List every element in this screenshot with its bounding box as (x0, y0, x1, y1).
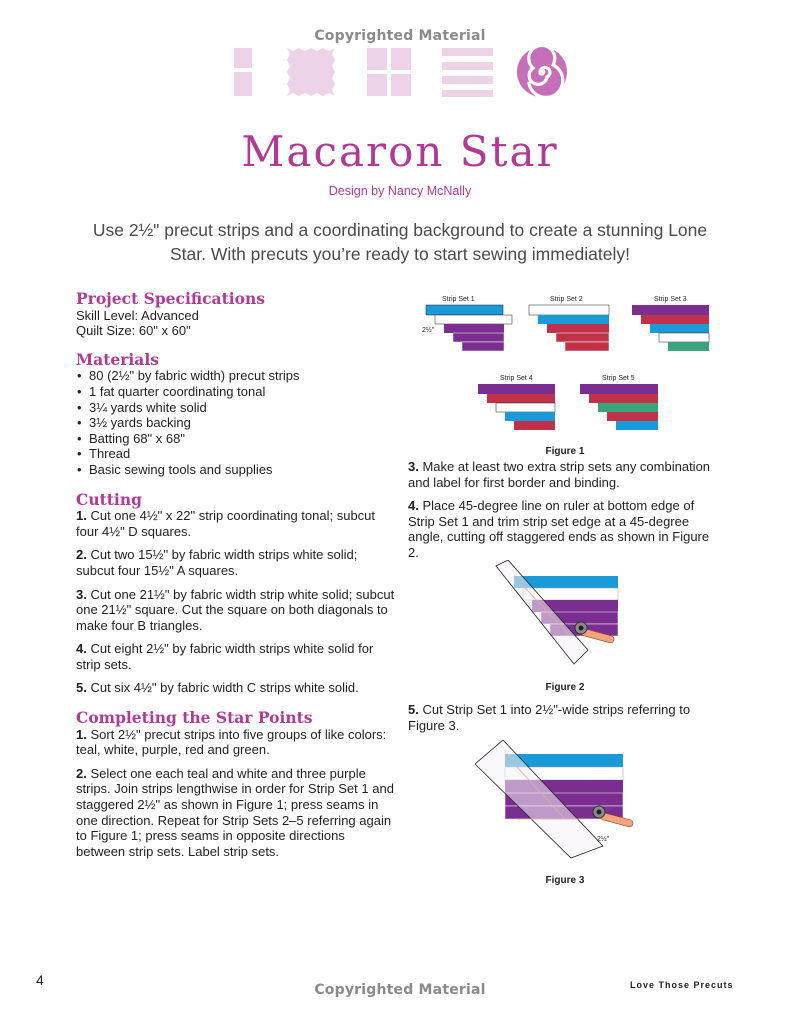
left-column (76, 291, 396, 867)
measure-label: 2½" (597, 836, 610, 843)
strip-set-label: Strip Set 1 (442, 296, 475, 303)
header-icons (230, 46, 575, 102)
strip-set-label: Strip Set 4 (500, 375, 533, 382)
list-item: • Thread (76, 446, 396, 462)
instruction-step: 2. Select one each teal and white and three purple strips. Join strips lengthwise in order for Strip Set 1 and staggered 2½" as shown in Figure 1; press seams in one direction. Repeat for Strip Sets 2–5 referring again to Figure 1; press seams in opposite directions between strip sets. Label strip sets. (76, 765, 394, 859)
watermark-top: Copyrighted Material (314, 28, 486, 44)
page-number: 4 (36, 972, 44, 988)
strip-set-1 (422, 296, 512, 351)
cutting-heading: Cutting (76, 489, 142, 509)
right-column-bottom (408, 702, 718, 741)
list-item: • 3½ yards backing (76, 415, 396, 431)
strip-set-3 (632, 296, 709, 351)
list-item: • 1 fat quarter coordinating tonal (76, 384, 396, 400)
materials-heading: Materials (76, 349, 159, 369)
strip-set-5 (580, 375, 658, 430)
stripes-icon (442, 48, 493, 97)
cutting-step: 3. Cut one 21½" by fabric width strip white solid; subcut one 21½" square. Cut the square on both diagonals to make four B triangles. (76, 586, 395, 633)
cutting-step: 1. Cut one 4½" x 22" strip coordinating tonal; subcut four 4½" D squares. (76, 508, 376, 539)
cutting-step: 2. Cut two 15½" by fabric width strips white solid; subcut four 15½" A squares. (76, 547, 358, 578)
list-item: • 3¼ yards white solid (76, 400, 396, 416)
figure-3 (475, 740, 640, 865)
instruction-step: 1. Sort 2½" precut strips into five groups of like colors: teal, white, purple, red and green. (76, 726, 387, 758)
intro-text: Use 2½" precut strips and a coordinating background to create a stunning Lone Star. With precuts you’re ready to start sewing immediately! (92, 220, 708, 264)
watermark-bottom: Copyrighted Material (314, 982, 486, 998)
instruction-step: 5. Cut Strip Set 1 into 2½"-wide strips referring to Figure 3. (408, 702, 691, 733)
specs-heading: Project Specifications (76, 289, 265, 308)
materials-list (76, 368, 396, 477)
quilt-size: Quilt Size: 60" x 60" (76, 323, 191, 339)
four-patch-icon (367, 48, 411, 96)
cutting-step: 5. Cut six 4½" by fabric width C strips white solid. (76, 680, 359, 696)
figure-1-caption: Figure 1 (545, 446, 585, 457)
list-item: • Basic sewing tools and supplies (76, 462, 396, 478)
strip-set-4 (478, 375, 555, 430)
skill-level: Skill Level: Advanced (76, 307, 199, 323)
instruction-step: 4. Place 45-degree line on ruler at bottom edge of Strip Set 1 and trim strip set edge at a 45-degree angle, cutting off staggered ends as shown in Figure 2. (408, 498, 710, 560)
cutting-step: 4. Cut eight 2½" by fabric width strips white solid for strip sets. (76, 641, 374, 672)
pinked-square-icon (287, 48, 335, 96)
figure-2-caption: Figure 2 (545, 682, 585, 693)
right-column-top (408, 459, 718, 569)
spiral-icon (517, 46, 567, 97)
strip-set-label: Strip Set 3 (654, 296, 687, 303)
instruction-step: 3. Make at least two extra strip sets any combination and label for first border and binding. (408, 459, 711, 490)
strip-set-2 (529, 296, 609, 351)
designer-byline: Design by Nancy McNally (328, 184, 472, 198)
strip-set-label: Strip Set 2 (550, 296, 583, 303)
book-title: Love Those Precuts (630, 980, 734, 990)
figure-3-caption: Figure 3 (545, 875, 585, 886)
figure-2 (478, 560, 628, 670)
strip-set-label: Strip Set 5 (602, 375, 635, 382)
measure-label: 2½" (422, 327, 435, 334)
figure-1 (412, 290, 712, 435)
strip-block-icon (234, 48, 252, 96)
page-title: Macaron Star (241, 127, 559, 176)
star-points-heading: Completing the Star Points (76, 708, 313, 728)
list-item: • 80 (2½" by fabric width) precut strips (76, 368, 396, 384)
list-item: • Batting 68" x 68" (76, 431, 396, 447)
